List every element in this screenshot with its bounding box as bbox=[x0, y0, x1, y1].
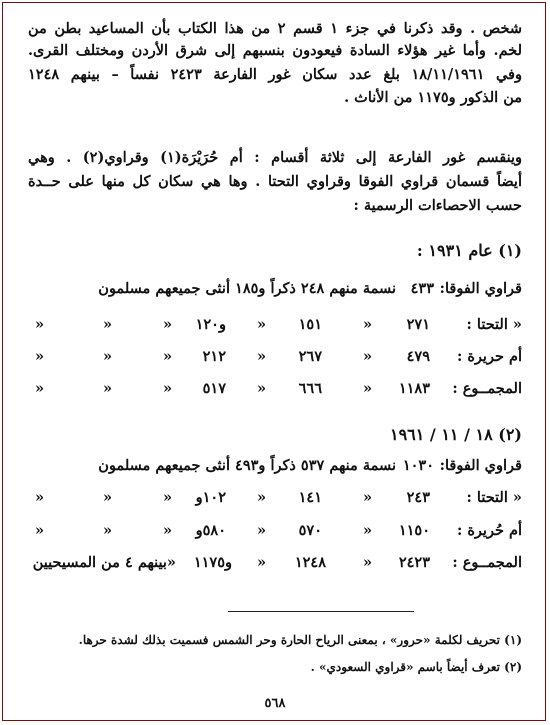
total-value: ١١٥٠ bbox=[398, 522, 430, 539]
ditto-mark: « bbox=[256, 348, 266, 365]
total-value: ١١٨٣ bbox=[398, 380, 430, 397]
females-value: ٢١٢ bbox=[202, 348, 226, 365]
row-label: « التحتا : bbox=[466, 489, 522, 506]
christians-note: «بينهم ٤ من المسيحيين bbox=[32, 554, 176, 571]
males-value: ٢٦٧ bbox=[298, 348, 322, 365]
ditto-mark: « bbox=[362, 316, 372, 333]
ditto-mark: « bbox=[34, 380, 44, 397]
ditto-mark: « bbox=[102, 348, 112, 365]
row-description: نسمة منهم ٢٤٨ ذكراً و١٨٥ أنثى جميعهم مسلمون bbox=[98, 280, 396, 297]
intro-line: وفي ١٨/١١/١٩٦١ بلغ عدد سكان غور الفارعة ٢٤٢٣ نفساً – بينهم ١٢٤٨ bbox=[28, 66, 522, 83]
row-label: قراوي الفوقا: bbox=[439, 457, 522, 474]
females-value: و١٢٠ bbox=[195, 316, 226, 333]
ditto-mark: « bbox=[362, 489, 372, 506]
ditto-mark: « bbox=[256, 554, 266, 571]
males-value: ٦٦٦ bbox=[298, 380, 322, 397]
ditto-mark: « bbox=[102, 522, 112, 539]
row-label: أم حريرة : bbox=[456, 348, 522, 365]
ditto-mark: « bbox=[34, 522, 44, 539]
intro-line: من الذكور و١١٧٥ من الأناث . bbox=[344, 89, 522, 106]
row-label: قراوي الفوقا: bbox=[439, 280, 522, 297]
ditto-mark: « bbox=[256, 380, 266, 397]
page-number: ٥٦٨ bbox=[264, 696, 286, 711]
intro-line: لخم. وأما غير هؤلاء السادة فيعودون بنسبهم إلى شرق الأردن ومختلف القرى. bbox=[28, 42, 522, 59]
footnote: (١) تحريف لكلمة «حرور» ، بمعنى الرياح الحارة وحر الشمس فسميت بذلك لشدة حرها. bbox=[78, 633, 522, 647]
ditto-mark: « bbox=[162, 489, 172, 506]
ditto-mark: « bbox=[34, 489, 44, 506]
row-description: نسمة منهم ٥٣٧ ذكراً و٤٩٣ أنثى جميعهم مسلمون bbox=[98, 457, 396, 474]
intro-line: شخص . وقد ذكرنا في جزء ١ قسم ٢ من هذا الكتاب بأن المساعيد بطن من bbox=[28, 20, 522, 37]
paragraph-line: حسب الاحصاءات الرسمية : bbox=[353, 197, 522, 214]
total-value: ١٠٣٠ bbox=[402, 457, 434, 474]
females-value: ١٠٢و bbox=[195, 489, 226, 506]
ditto-mark: « bbox=[256, 316, 266, 333]
ditto-mark: « bbox=[102, 489, 112, 506]
ditto-mark: « bbox=[162, 522, 172, 539]
males-value: ١٤١ bbox=[298, 489, 322, 506]
row-label: « التحتا : bbox=[466, 316, 522, 333]
males-value: ٥٧٠ bbox=[298, 522, 322, 539]
ditto-mark: « bbox=[162, 316, 172, 333]
males-value: ١٥١ bbox=[298, 316, 322, 333]
section-2-heading: (٢) ١٨ / ١١ / ١٩٦١ bbox=[389, 425, 522, 444]
ditto-mark: « bbox=[102, 316, 112, 333]
footnote-separator bbox=[228, 611, 414, 612]
row-label: المجمــوع : bbox=[452, 380, 522, 397]
females-value: و١١٧٥ bbox=[193, 554, 232, 571]
document-page bbox=[28, 0, 522, 725]
paragraph-line: وينقسم غور الفارعة إلى ثلاثة أقسام : أم حُرَيْرَة(١) وقراوي(٢) . وهي bbox=[28, 149, 522, 166]
females-value: ٥٨٠و bbox=[195, 522, 226, 539]
ditto-mark: « bbox=[362, 554, 372, 571]
section-1-heading: (١) عام ١٩٣١ : bbox=[416, 241, 522, 260]
females-value: ٥١٧ bbox=[202, 380, 226, 397]
ditto-mark: « bbox=[162, 380, 172, 397]
ditto-mark: « bbox=[102, 380, 112, 397]
total-value: ٢٤٣ bbox=[406, 489, 430, 506]
ditto-mark: « bbox=[362, 348, 372, 365]
row-label: أم حُريرة : bbox=[456, 522, 522, 539]
ditto-mark: « bbox=[34, 316, 44, 333]
total-value: ٢٧١ bbox=[406, 316, 430, 333]
ditto-mark: « bbox=[256, 522, 266, 539]
footnote: (٢) تعرف أيضاً باسم «قراوي السعودي» . bbox=[310, 660, 522, 674]
total-value: ٤٣٣ bbox=[410, 280, 434, 297]
ditto-mark: « bbox=[162, 348, 172, 365]
ditto-mark: « bbox=[34, 348, 44, 365]
ditto-mark: « bbox=[362, 380, 372, 397]
row-label: المجمــوع : bbox=[452, 554, 522, 571]
paragraph-line: أيضاً قسمان قراوي الفوقا وقراوي التحتا . وها هي سكان كل منها على حــدة bbox=[28, 173, 522, 190]
total-value: ٢٤٢٣ bbox=[398, 554, 430, 571]
total-value: ٤٧٩ bbox=[406, 348, 430, 365]
males-value: ١٢٤٨ bbox=[294, 554, 326, 571]
ditto-mark: « bbox=[256, 489, 266, 506]
ditto-mark: « bbox=[362, 522, 372, 539]
